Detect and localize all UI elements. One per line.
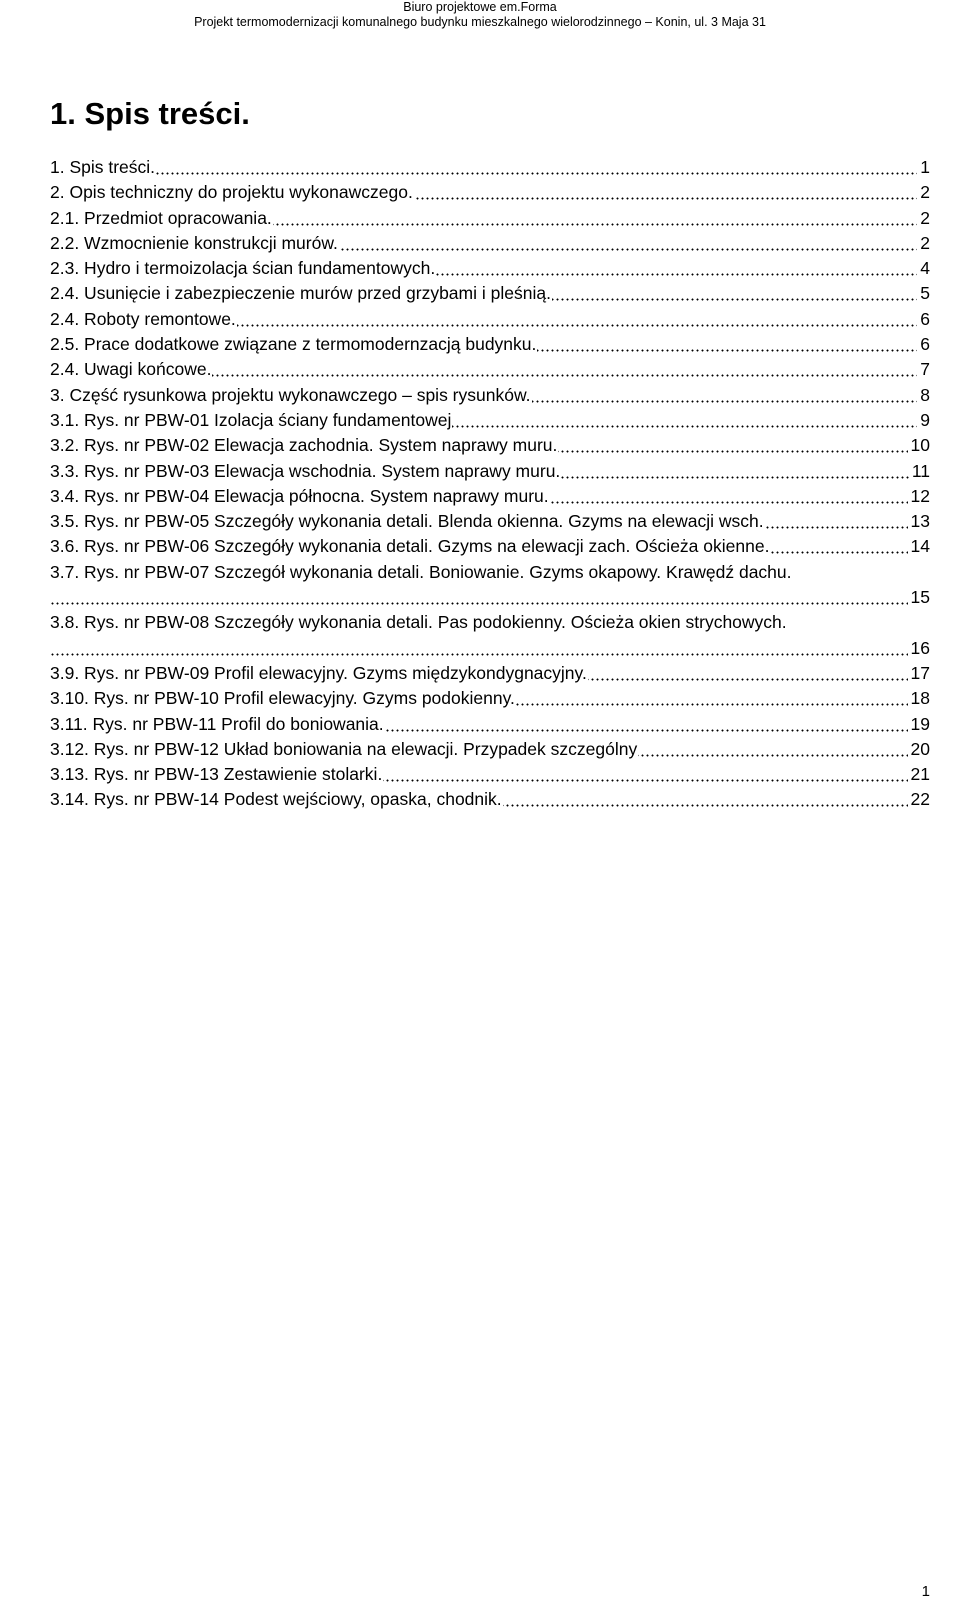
toc-entry[interactable]: [50, 408, 930, 433]
toc-entry[interactable]: [50, 712, 930, 737]
toc-entry-page: 6: [917, 332, 930, 357]
toc-entry[interactable]: [50, 281, 930, 306]
toc-entry-page: 6: [917, 307, 930, 332]
toc-entry-page: 19: [908, 712, 930, 737]
toc-entry-title: 2.4. Uwagi końcowe.: [50, 359, 212, 380]
toc-entry-page: 2: [917, 180, 930, 205]
toc-entry-title: 2.1. Przedmiot opracowania.: [50, 207, 272, 228]
toc-entry-page: 5: [917, 281, 930, 306]
toc-entry-title: 2.2. Wzmocnienie konstrukcji murów.: [50, 232, 338, 253]
toc-entry-page: 8: [917, 383, 930, 408]
toc-entry-page: 2: [917, 206, 930, 231]
toc-entry[interactable]: [50, 560, 930, 585]
toc-entry[interactable]: [50, 256, 930, 281]
toc-entry[interactable]: [50, 307, 930, 332]
toc-entry[interactable]: [50, 737, 930, 762]
toc-entry[interactable]: [50, 383, 930, 408]
toc-entry-page: 13: [908, 509, 930, 534]
toc-entry-title: 2. Opis techniczny do projektu wykonawczego.: [50, 182, 413, 203]
toc-entry[interactable]: [50, 787, 930, 812]
toc-entry[interactable]: [50, 484, 930, 509]
toc-entry[interactable]: [50, 459, 930, 484]
toc-entry[interactable]: [50, 180, 930, 205]
toc-entry-page: 1: [917, 155, 930, 180]
toc-entry[interactable]: [50, 332, 930, 357]
toc-entry[interactable]: [50, 534, 930, 559]
toc-entry-title: 3.1. Rys. nr PBW-01 Izolacja ściany fundamentowej: [50, 409, 452, 430]
toc-entry-page: 17: [908, 661, 930, 686]
toc-entry-page: 16: [908, 636, 930, 661]
toc-entry[interactable]: [50, 509, 930, 534]
toc-entry-title: 3.4. Rys. nr PBW-04 Elewacja północna. System naprawy muru.: [50, 485, 549, 506]
header-company: Biuro projektowe em.Forma: [403, 0, 557, 14]
toc-entry[interactable]: [50, 433, 930, 458]
toc-entry-page: 14: [908, 534, 930, 559]
toc-entry-title: 3.13. Rys. nr PBW-13 Zestawienie stolarki.: [50, 764, 383, 785]
toc-entry[interactable]: [50, 206, 930, 231]
toc-entry-page: 2: [917, 231, 930, 256]
toc-entry-title: 2.3. Hydro i termoizolacja ścian fundamentowych.: [50, 258, 436, 279]
toc-entry-page: 21: [908, 762, 930, 787]
toc-entry-page: 10: [908, 433, 930, 458]
table-of-contents: [50, 155, 930, 813]
header-project: Projekt termomodernizacji komunalnego budynku mieszkalnego wielorodzinnego – Konin, ul. 3 Maja 31: [194, 15, 766, 29]
toc-entry[interactable]: [50, 686, 930, 711]
toc-entry-title: 3.11. Rys. nr PBW-11 Profil do boniowania.: [50, 713, 384, 734]
toc-entry[interactable]: [50, 661, 930, 686]
toc-entry[interactable]: [50, 155, 930, 180]
toc-entry-title: 3.12. Rys. nr PBW-12 Układ boniowania na elewacji. Przypadek szczególny: [50, 738, 638, 759]
toc-entry-page: 4: [917, 256, 930, 281]
toc-entry-title: 3. Część rysunkowa projektu wykonawczego – spis rysunków.: [50, 384, 531, 405]
toc-entry-title: 1. Spis treści.: [50, 157, 156, 177]
toc-entry-title: 3.5. Rys. nr PBW-05 Szczegóły wykonania detali. Blenda okienna. Gzyms na elewacji wsch.: [50, 511, 764, 532]
toc-entry-title: 3.8. Rys. nr PBW-08 Szczegóły wykonania detali. Pas podokienny. Ościeża okien strychowych.: [50, 612, 787, 633]
toc-entry-page: 9: [917, 408, 930, 433]
toc-entry-page: 22: [908, 787, 930, 812]
toc-entry-title: 3.3. Rys. nr PBW-03 Elewacja wschodnia. System naprawy muru.: [50, 460, 561, 481]
toc-entry-page: 18: [908, 686, 930, 711]
toc-entry[interactable]: [50, 231, 930, 256]
toc-entry[interactable]: [50, 762, 930, 787]
toc-entry[interactable]: [50, 585, 930, 610]
toc-entry-title: 2.4. Usunięcie i zabezpieczenie murów przed grzybami i pleśnią.: [50, 283, 551, 304]
toc-entry-title: 3.6. Rys. nr PBW-06 Szczegóły wykonania detali. Gzyms na elewacji zach. Ościeża okienne.: [50, 536, 770, 557]
toc-entry[interactable]: [50, 636, 930, 661]
toc-entry-page: 11: [909, 459, 930, 484]
toc-entry-title: 3.9. Rys. nr PBW-09 Profil elewacyjny. Gzyms międzykondygnacyjny.: [50, 662, 587, 683]
page-title: 1. Spis treści.: [50, 96, 250, 131]
toc-entry-page: 12: [908, 484, 930, 509]
toc-entry-title: 3.7. Rys. nr PBW-07 Szczegół wykonania detali. Boniowanie. Gzyms okapowy. Krawędź dachu.: [50, 561, 792, 582]
toc-entry-title: 2.4. Roboty remontowe.: [50, 308, 236, 329]
toc-entry[interactable]: [50, 357, 930, 382]
toc-entry-title: 3.10. Rys. nr PBW-10 Profil elewacyjny. Gzyms podokienny.: [50, 688, 515, 709]
page-header: [0, 0, 960, 30]
toc-entry-title: [50, 638, 51, 658]
toc-entry-title: 2.5. Prace dodatkowe związane z termomodernzacją budynku.: [50, 334, 537, 355]
page-number: 1: [921, 1583, 930, 1600]
toc-entry-page: 7: [917, 357, 930, 382]
toc-entry-page: 20: [908, 737, 930, 762]
toc-entry-page: 15: [908, 585, 930, 610]
toc-entry[interactable]: [50, 610, 930, 635]
toc-entry-title: 3.14. Rys. nr PBW-14 Podest wejściowy, opaska, chodnik.: [50, 789, 502, 810]
toc-entry-title: 3.2. Rys. nr PBW-02 Elewacja zachodnia. System naprawy muru.: [50, 435, 558, 456]
toc-entry-title: [50, 587, 51, 607]
